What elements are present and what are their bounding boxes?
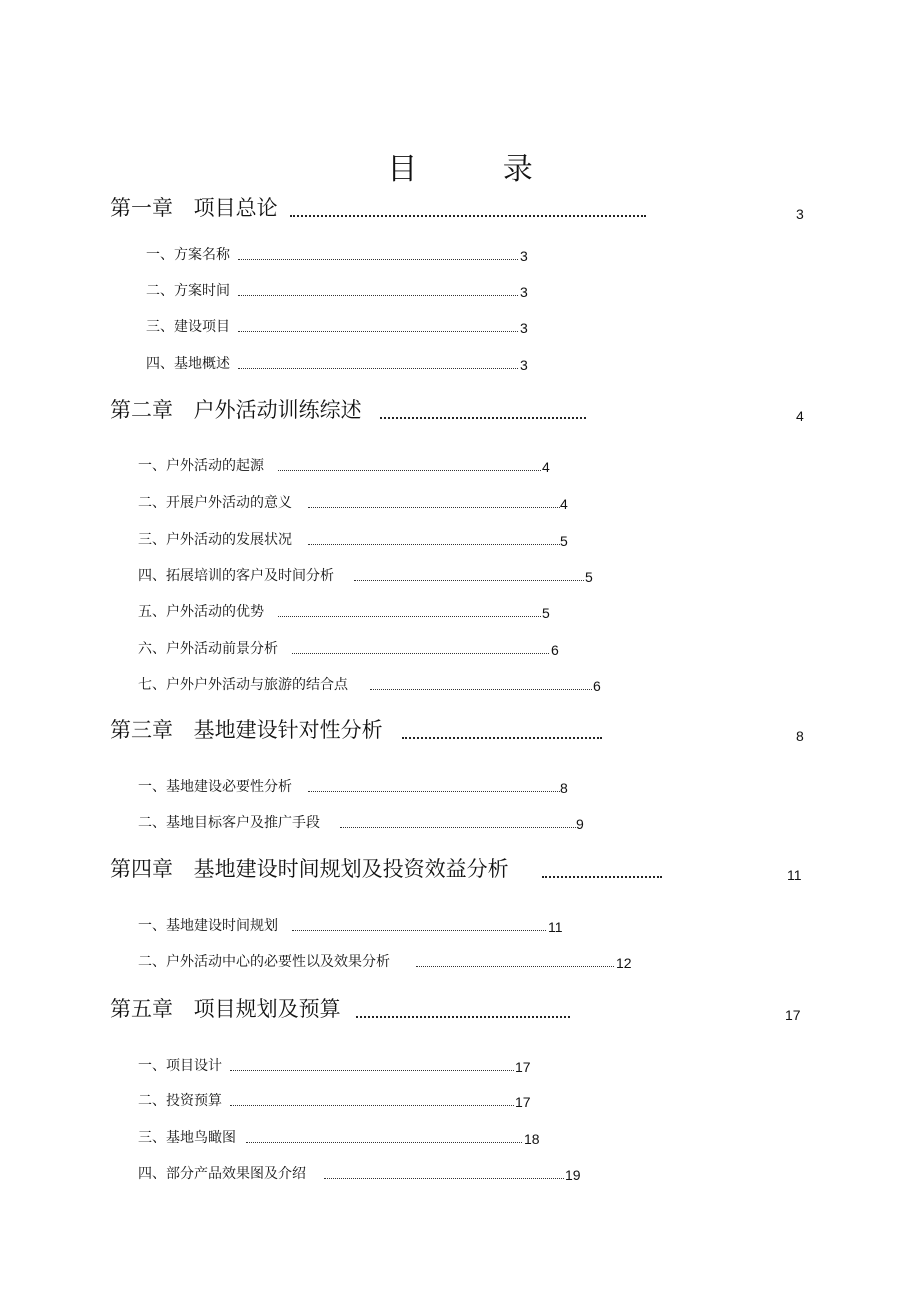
toc-entry-label: 三、基地鸟瞰图 [138,1130,236,1146]
dot-leader [238,331,518,332]
toc-entry-label: 二、户外活动中心的必要性以及效果分析 [138,954,390,970]
dot-leader [542,876,662,878]
toc-entry-label: 二、开展户外活动的意义 [138,495,292,511]
toc-entry-label: 二、基地目标客户及推广手段 [138,815,320,831]
toc-section[interactable] [138,595,598,625]
toc-page-number: 3 [520,320,528,336]
toc-section[interactable] [146,274,546,304]
dot-leader [324,1178,564,1179]
dot-leader [292,930,546,931]
toc-page-number: 6 [593,678,601,694]
toc-page-number: 3 [520,357,528,373]
toc-entry-label: 一、户外活动的起源 [138,458,264,474]
toc-section[interactable] [138,1121,598,1151]
toc-entry-label: 二、方案时间 [146,283,230,299]
toc-entry-label: 四、基地概述 [146,356,230,372]
toc-entry-label: 第四章 基地建设时间规划及投资效益分析 [110,857,509,881]
toc-section[interactable] [138,632,598,662]
toc-chapter-1[interactable] [110,196,810,226]
toc-page-number: 9 [576,816,584,832]
toc-page-number: 4 [796,408,804,424]
toc-page-number: 12 [616,955,632,971]
toc-entry-label: 第五章 项目规划及预算 [110,997,341,1021]
toc-page-number: 17 [515,1059,531,1075]
toc-section[interactable] [138,1157,618,1187]
toc-section[interactable] [138,1049,598,1079]
dot-leader [238,295,518,296]
toc-entry-label: 四、部分产品效果图及介绍 [138,1166,306,1182]
toc-page-number: 4 [542,459,550,475]
toc-section[interactable] [138,486,598,516]
toc-section[interactable] [138,668,618,698]
toc-entry-label: 七、户外户外活动与旅游的结合点 [138,677,348,693]
toc-entry-label: 第三章 基地建设针对性分析 [110,718,383,742]
toc-page-number: 5 [585,569,593,585]
toc-entry-label: 一、项目设计 [138,1058,222,1074]
dot-leader [238,259,518,260]
toc-page-number: 3 [520,284,528,300]
toc-page-number: 3 [520,248,528,264]
toc-entry-label: 一、方案名称 [146,247,230,263]
toc-page-number: 11 [787,867,802,883]
dot-leader [292,653,549,654]
toc-entry-label: 五、户外活动的优势 [138,604,264,620]
dot-leader [308,791,560,792]
dot-leader [380,417,586,419]
toc-page-number: 4 [560,496,568,512]
toc-page-number: 17 [515,1094,531,1110]
toc-chapter-5[interactable] [110,997,810,1027]
toc-section[interactable] [138,806,598,836]
toc-entry-label: 一、基地建设必要性分析 [138,779,292,795]
toc-page-number: 5 [560,533,568,549]
toc-page-number: 5 [542,605,550,621]
dot-leader [230,1070,514,1071]
toc-section[interactable] [146,347,546,377]
dot-leader [308,544,560,545]
toc-section[interactable] [138,770,598,800]
dot-leader [370,689,592,690]
toc-entry-label: 三、户外活动的发展状况 [138,532,292,548]
dot-leader [356,1016,570,1018]
toc-page-number: 18 [524,1131,540,1147]
dot-leader [416,966,614,967]
toc-entry-label: 一、基地建设时间规划 [138,918,278,934]
toc-section[interactable] [138,1084,598,1114]
toc-page-number: 19 [565,1167,581,1183]
toc-entry-label: 三、建设项目 [146,319,230,335]
toc-entry-label: 二、投资预算 [138,1093,222,1109]
dot-leader [230,1105,514,1106]
dot-leader [354,580,584,581]
toc-section[interactable] [138,449,598,479]
toc-page-number: 3 [796,206,804,222]
dot-leader [238,368,518,369]
toc-section[interactable] [138,559,618,589]
toc-entry-label: 四、拓展培训的客户及时间分析 [138,568,334,584]
toc-section[interactable] [138,523,598,553]
toc-section[interactable] [138,909,598,939]
toc-section[interactable] [146,238,546,268]
dot-leader [340,827,576,828]
dot-leader [278,616,541,617]
toc-entry-label: 第一章 项目总论 [110,196,278,220]
toc-title: 目 录 [387,152,571,187]
dot-leader [290,215,646,217]
toc-chapter-4[interactable] [110,857,810,887]
dot-leader [246,1142,522,1143]
toc-entry-label: 六、户外活动前景分析 [138,641,278,657]
toc-page-number: 6 [551,642,559,658]
dot-leader [278,470,541,471]
toc-section[interactable] [138,945,638,975]
toc-chapter-3[interactable] [110,718,810,748]
toc-section[interactable] [146,310,546,340]
toc-page-number: 17 [785,1007,801,1023]
toc-page-number: 8 [560,780,568,796]
dot-leader [308,507,560,508]
toc-page-number: 11 [548,919,563,935]
dot-leader [402,737,602,739]
toc-chapter-2[interactable] [110,398,810,428]
toc-page-number: 8 [796,728,804,744]
toc-entry-label: 第二章 户外活动训练综述 [110,398,362,422]
